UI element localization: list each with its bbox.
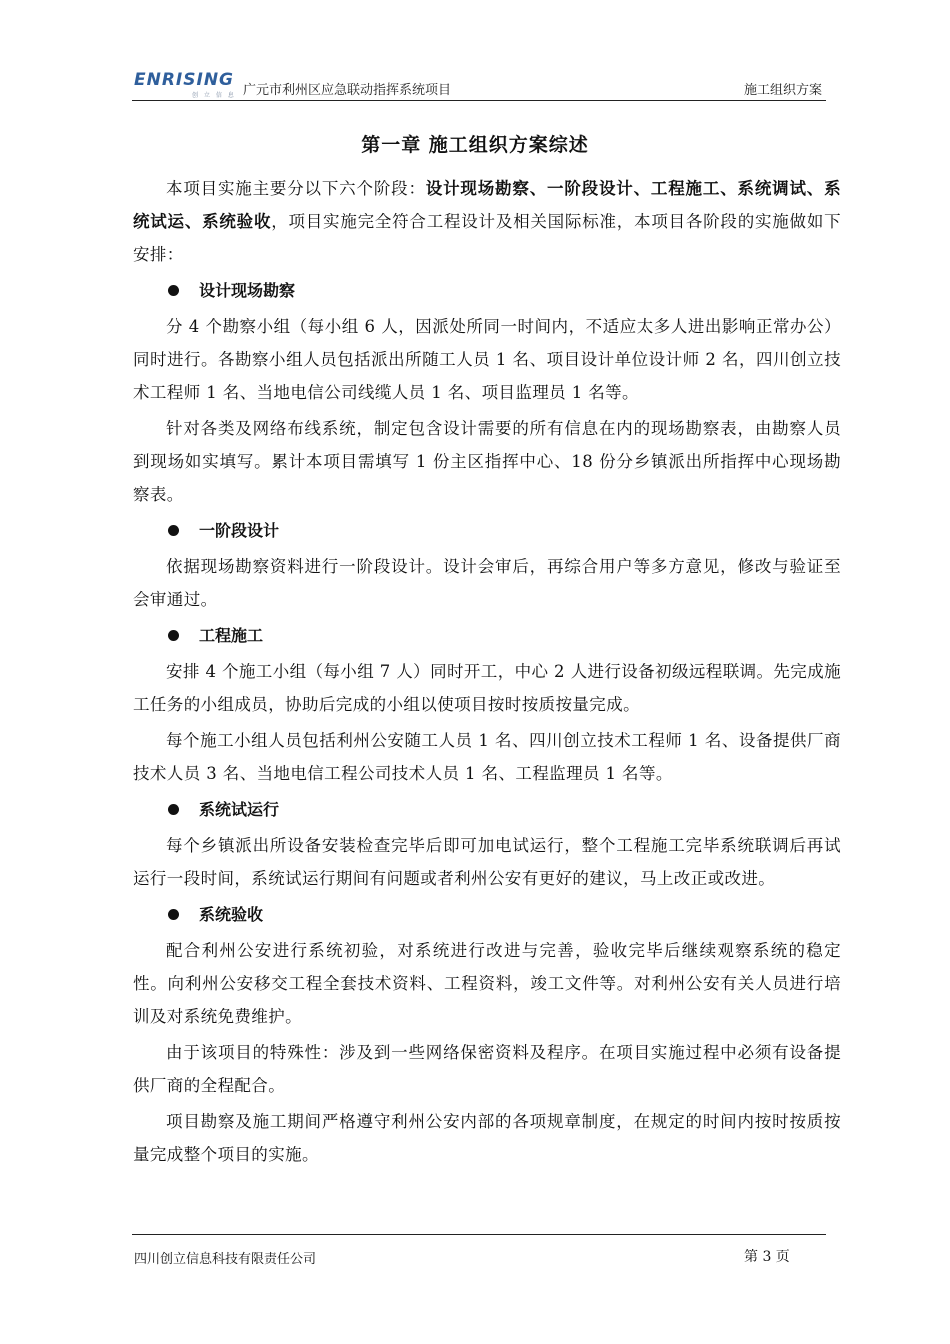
page-footer: [132, 1234, 826, 1265]
section-paragraph: 依据现场勘察资料进行一阶段设计。设计会审后，再综合用户等多方意见，修改与验证至会审通过。: [133, 557, 841, 609]
section-paragraph: 分 4 个勘察小组（每小组 6 人，因派处所同一时间内，不适应太多人进出影响正常办公）同时进行。各勘察小组人员包括派出所随工人员 1 名、项目设计单位设计师 2 名，四川创立技术工程师 1 名、当地电信公司线缆人员 1 名、项目监理员 1 名等。: [133, 317, 841, 402]
bullet-icon: [168, 909, 179, 920]
section-paragraph: 由于该项目的特殊性：涉及到一些网络保密资料及程序。在项目实施过程中必须有设备提供厂商的全程配合。: [133, 1043, 841, 1095]
logo-subtext: 创 立 信 息: [192, 92, 236, 99]
section-heading: 系统试运行: [133, 793, 841, 826]
document-body: [133, 172, 841, 1174]
section-paragraph: 针对各类及网络布线系统，制定包含设计需要的所有信息在内的现场勘察表，由勘察人员到现场如实填写。累计本项目需填写 1 份主区指挥中心、18 份分乡镇派出所指挥中心现场勘察表。: [133, 419, 841, 504]
section-heading: 设计现场勘察: [133, 274, 841, 307]
section-paragraph: 每个乡镇派出所设备安装检查完毕后即可加电试运行，整个工程施工完毕系统联调后再试运行一段时间，系统试运行期间有问题或者利州公安有更好的建议，马上改正或改进。: [133, 836, 841, 888]
intro-prefix: 本项目实施主要分以下六个阶段：: [166, 179, 426, 198]
bullet-icon: [168, 285, 179, 296]
chapter-title: 第一章 施工组织方案综述: [361, 134, 589, 156]
header-document-type: 施工组织方案: [743, 83, 822, 98]
intro-suffix: ，项目实施完全符合工程设计及相关国际标准，本项目各阶段的实施做如下安排：: [133, 212, 841, 264]
page-number: 第 3 页: [744, 1249, 790, 1265]
section-heading: 一阶段设计: [133, 514, 841, 547]
logo-wordmark: ENRISING: [134, 70, 235, 90]
header-project-name: 广元市利州区应急联动指挥系统项目: [243, 83, 452, 98]
section-paragraph: 每个施工小组人员包括利州公安随工人员 1 名、四川创立技术工程师 1 名、设备提供厂商技术人员 3 名、当地电信工程公司技术人员 1 名、工程监理员 1 名等。: [133, 731, 841, 783]
intro-paragraph: [133, 172, 841, 271]
bullet-icon: [168, 630, 179, 641]
section-paragraph: 配合利州公安进行系统初验，对系统进行改进与完善，验收完毕后继续观察系统的稳定性。向利州公安移交工程全套技术资料、工程资料，竣工文件等。对利州公安有关人员进行培训及对系统免费维护。: [133, 941, 841, 1026]
section-paragraph: 项目勘察及施工期间严格遵守利州公安内部的各项规章制度，在规定的时间内按时按质按量完成整个项目的实施。: [133, 1112, 841, 1164]
bullet-icon: [168, 804, 179, 815]
section-heading: 系统验收: [133, 898, 841, 931]
section-heading: 工程施工: [133, 619, 841, 652]
footer-company-name: 四川创立信息科技有限责任公司: [134, 1252, 317, 1267]
intro-stages: 设计现场勘察、一阶段设计、工程施工、系统调试、系统试运、系统验收: [133, 179, 841, 231]
section-paragraph: 安排 4 个施工小组（每小组 7 人）同时开工，中心 2 人进行设备初级远程联调。先完成施工任务的小组成员，协助后完成的小组以使项目按时按质按量完成。: [133, 662, 841, 714]
page-header: [132, 66, 826, 101]
bullet-icon: [168, 525, 179, 536]
